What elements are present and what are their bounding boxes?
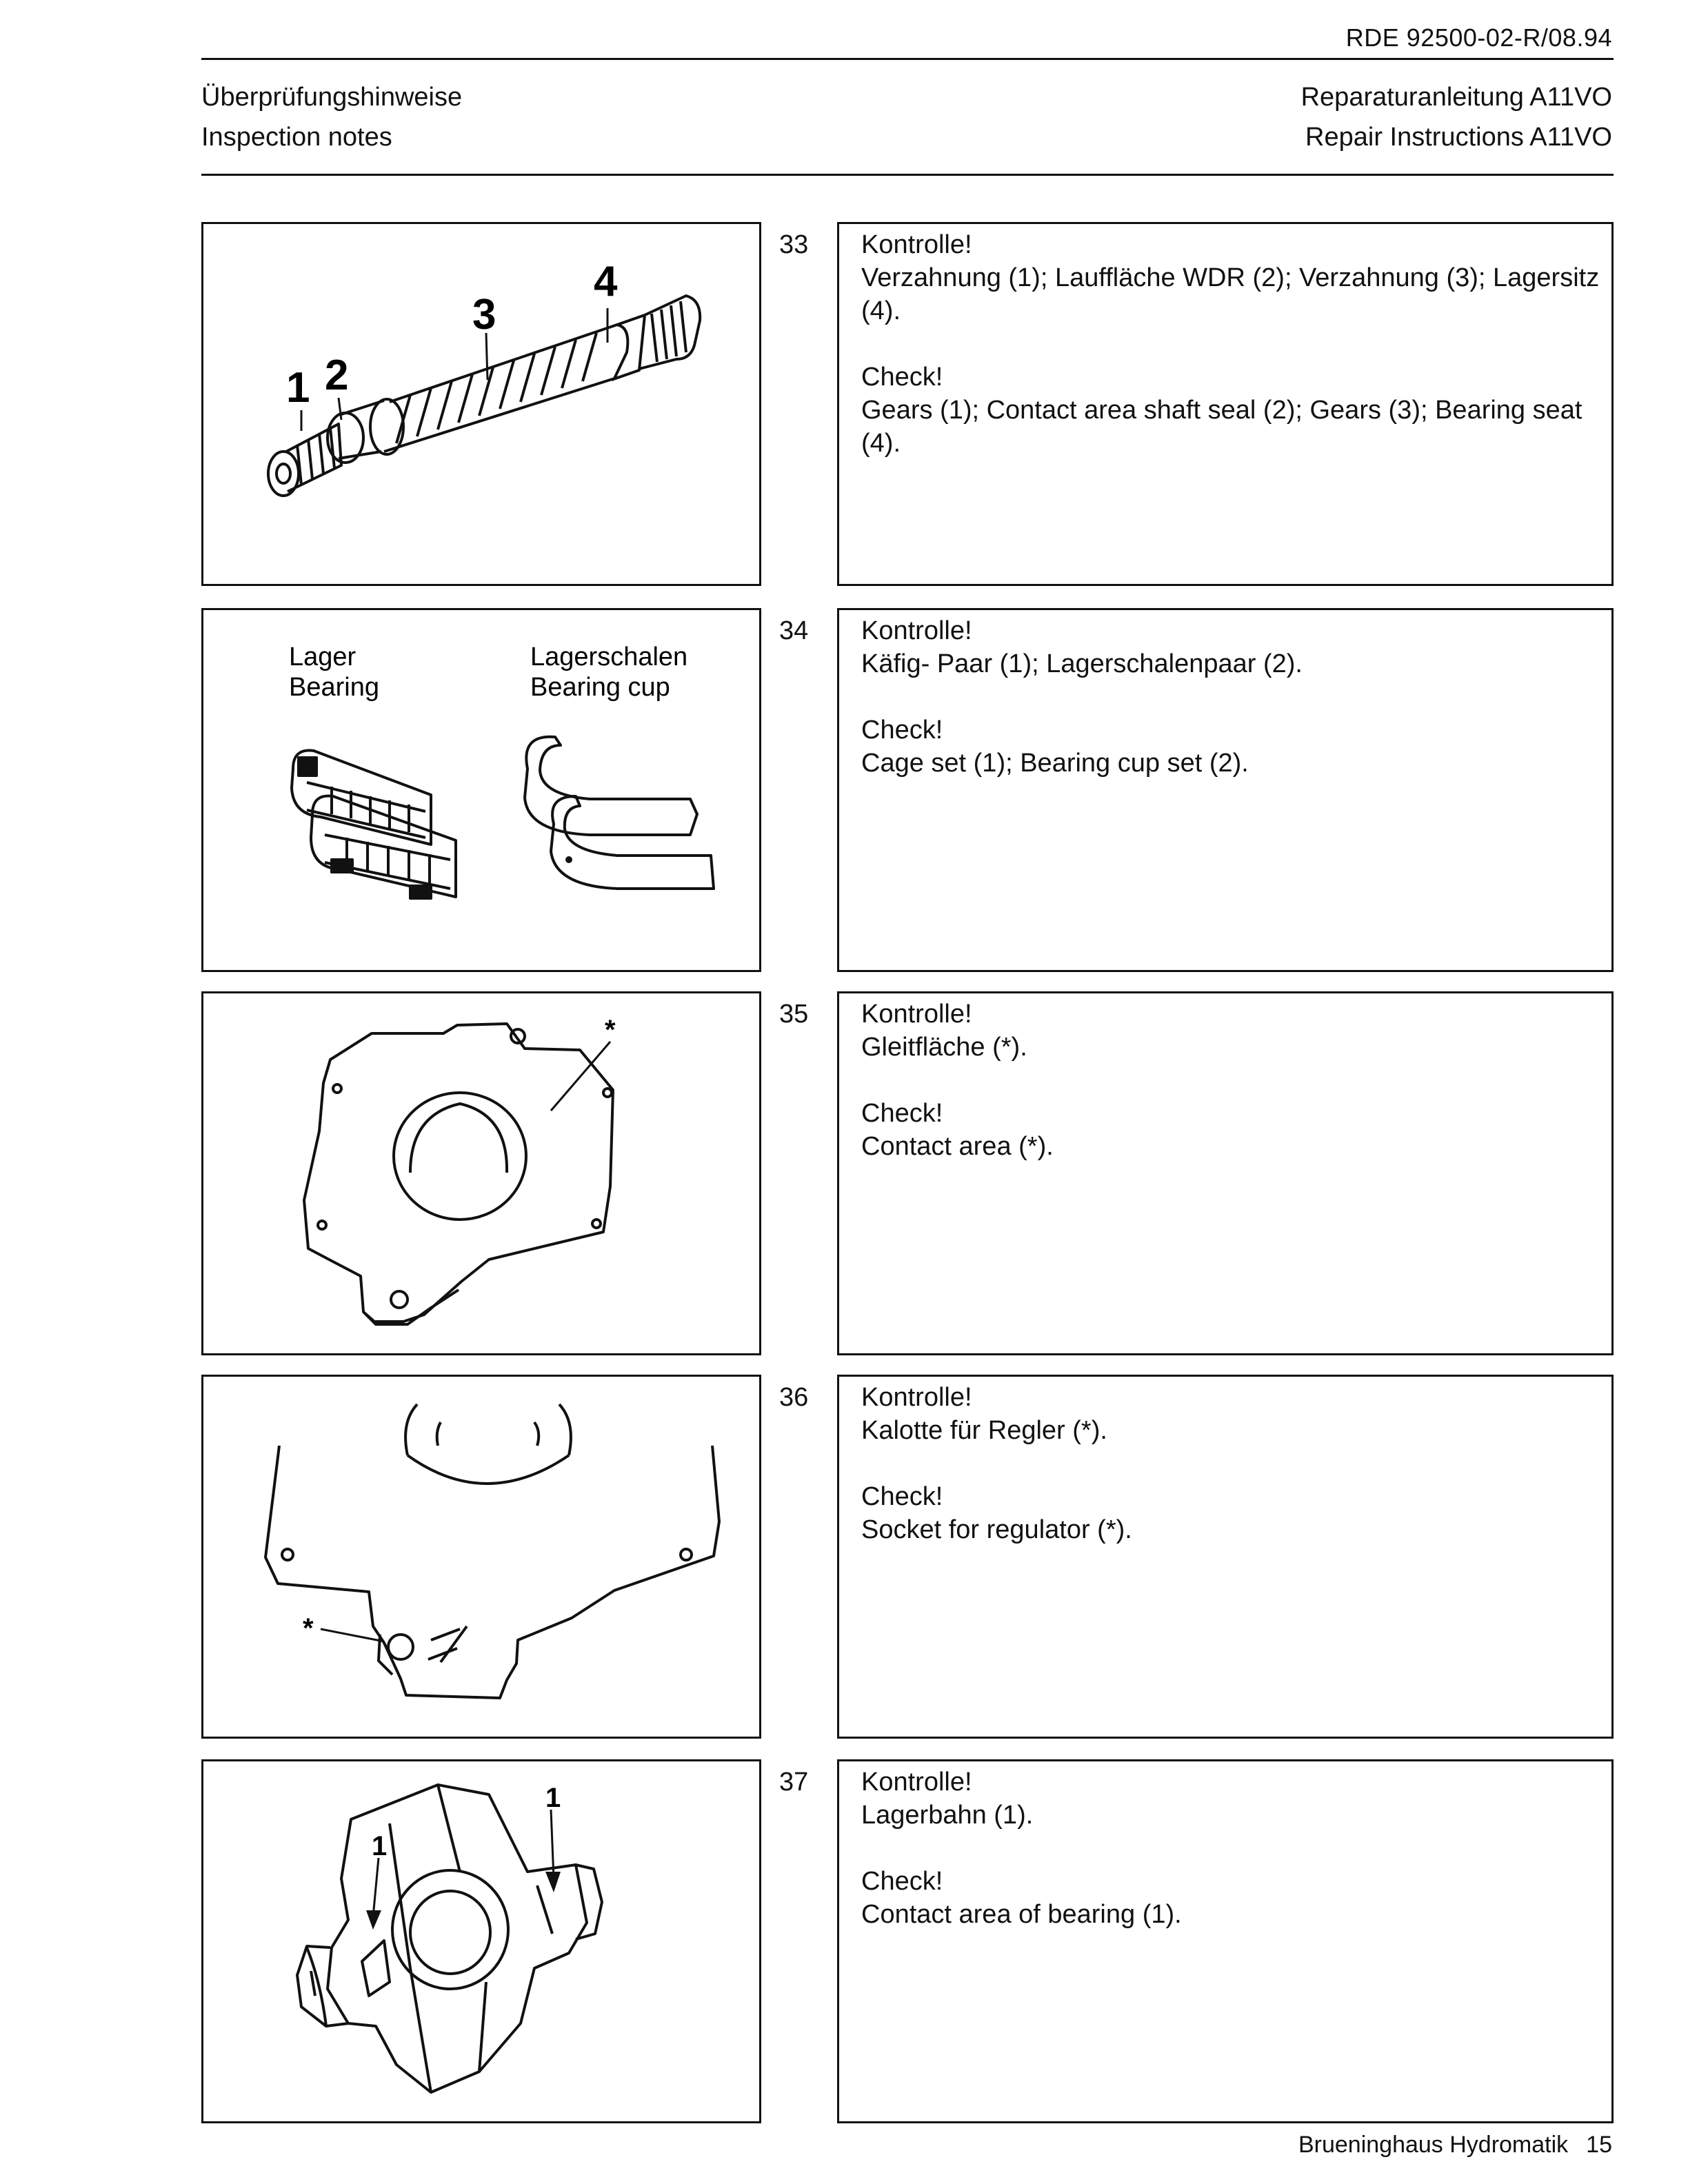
- text-de: Käfig- Paar (1); Lagerschalenpaar (2).: [861, 649, 1303, 678]
- text-de: Gleitfläche (*).: [861, 1033, 1027, 1062]
- header-rule-bottom: [201, 174, 1614, 176]
- label-lager: Lager: [289, 643, 356, 671]
- heading-de: Kontrolle!: [861, 616, 972, 645]
- header-title-en: Inspection notes: [201, 123, 392, 152]
- header-manual-de: Reparaturanleitung A11VO: [1300, 83, 1612, 112]
- regulator-socket-illustration: [203, 1377, 759, 1737]
- step-number: 33: [779, 230, 809, 259]
- header-manual-en: Repair Instructions A11VO: [1305, 123, 1612, 152]
- step-text-box: [837, 991, 1614, 1355]
- step-number: 37: [779, 1768, 809, 1797]
- callout-4: 4: [594, 258, 618, 305]
- document-id: RDE 92500-02-R/08.94: [1345, 23, 1612, 52]
- header-title-de: Überprüfungshinweise: [201, 83, 463, 112]
- text-en: Contact area (*).: [861, 1132, 1054, 1161]
- header-right: [1301, 77, 1612, 157]
- label-lagerschalen: Lagerschalen: [530, 643, 688, 671]
- step-number: 34: [779, 616, 809, 645]
- figure-bearing-cage-and-cups: [201, 608, 761, 972]
- heading-de: Kontrolle!: [861, 1768, 972, 1797]
- step-text-box: [837, 1375, 1614, 1739]
- step-row-34: [201, 608, 1614, 971]
- header-left: [201, 77, 462, 157]
- callout-1: 1: [286, 364, 310, 412]
- text-de: Verzahnung (1); Lauffläche WDR (2); Verzahnung (3); Lagersitz (4).: [861, 263, 1600, 325]
- step-number: 36: [779, 1383, 809, 1412]
- housing-illustration: [203, 993, 759, 1353]
- footer-company: Brueninghaus Hydromatik: [1298, 2132, 1569, 2158]
- callout-2: 2: [325, 352, 349, 399]
- figure-housing-contact-area: [201, 991, 761, 1355]
- figure-regulator-socket: [201, 1375, 761, 1739]
- step-row-36: [201, 1375, 1614, 1737]
- bearing-illustration: [203, 610, 759, 970]
- callout-1-right: 1: [545, 1783, 561, 1813]
- heading-en: Check!: [861, 1867, 943, 1896]
- step-row-33: [201, 222, 1614, 585]
- page-footer: [1280, 2132, 1612, 2158]
- callout-asterisk: *: [605, 1015, 616, 1045]
- heading-en: Check!: [861, 716, 943, 745]
- header-rule-top: [201, 58, 1614, 60]
- step-text-box: [837, 1759, 1614, 2123]
- page-number: 15: [1586, 2132, 1612, 2158]
- text-de: Kalotte für Regler (*).: [861, 1416, 1107, 1445]
- label-bearing: Bearing: [289, 673, 379, 702]
- step-text-box: [837, 608, 1614, 972]
- swashplate-illustration: [203, 1761, 759, 2121]
- label-bearing-cup: Bearing cup: [530, 673, 670, 702]
- text-de: Lagerbahn (1).: [861, 1801, 1034, 1830]
- heading-de: Kontrolle!: [861, 230, 972, 259]
- text-en: Gears (1); Contact area shaft seal (2); Gears (3); Bearing seat (4).: [861, 396, 1582, 458]
- heading-de: Kontrolle!: [861, 1383, 972, 1412]
- step-row-37: [201, 1759, 1614, 2122]
- step-number: 35: [779, 1000, 809, 1029]
- text-en: Contact area of bearing (1).: [861, 1900, 1182, 1929]
- figure-drive-shaft: [201, 222, 761, 586]
- heading-de: Kontrolle!: [861, 1000, 972, 1029]
- drive-shaft-illustration: [203, 224, 759, 584]
- step-row-35: [201, 991, 1614, 1354]
- heading-en: Check!: [861, 1099, 943, 1128]
- step-text-box: [837, 222, 1614, 586]
- callout-asterisk: *: [303, 1613, 314, 1644]
- callout-1-left: 1: [372, 1831, 388, 1861]
- callout-3: 3: [472, 291, 496, 338]
- figure-swashplate-bearing: [201, 1759, 761, 2123]
- text-en: Socket for regulator (*).: [861, 1515, 1132, 1544]
- heading-en: Check!: [861, 1482, 943, 1511]
- text-en: Cage set (1); Bearing cup set (2).: [861, 749, 1249, 778]
- heading-en: Check!: [861, 363, 943, 392]
